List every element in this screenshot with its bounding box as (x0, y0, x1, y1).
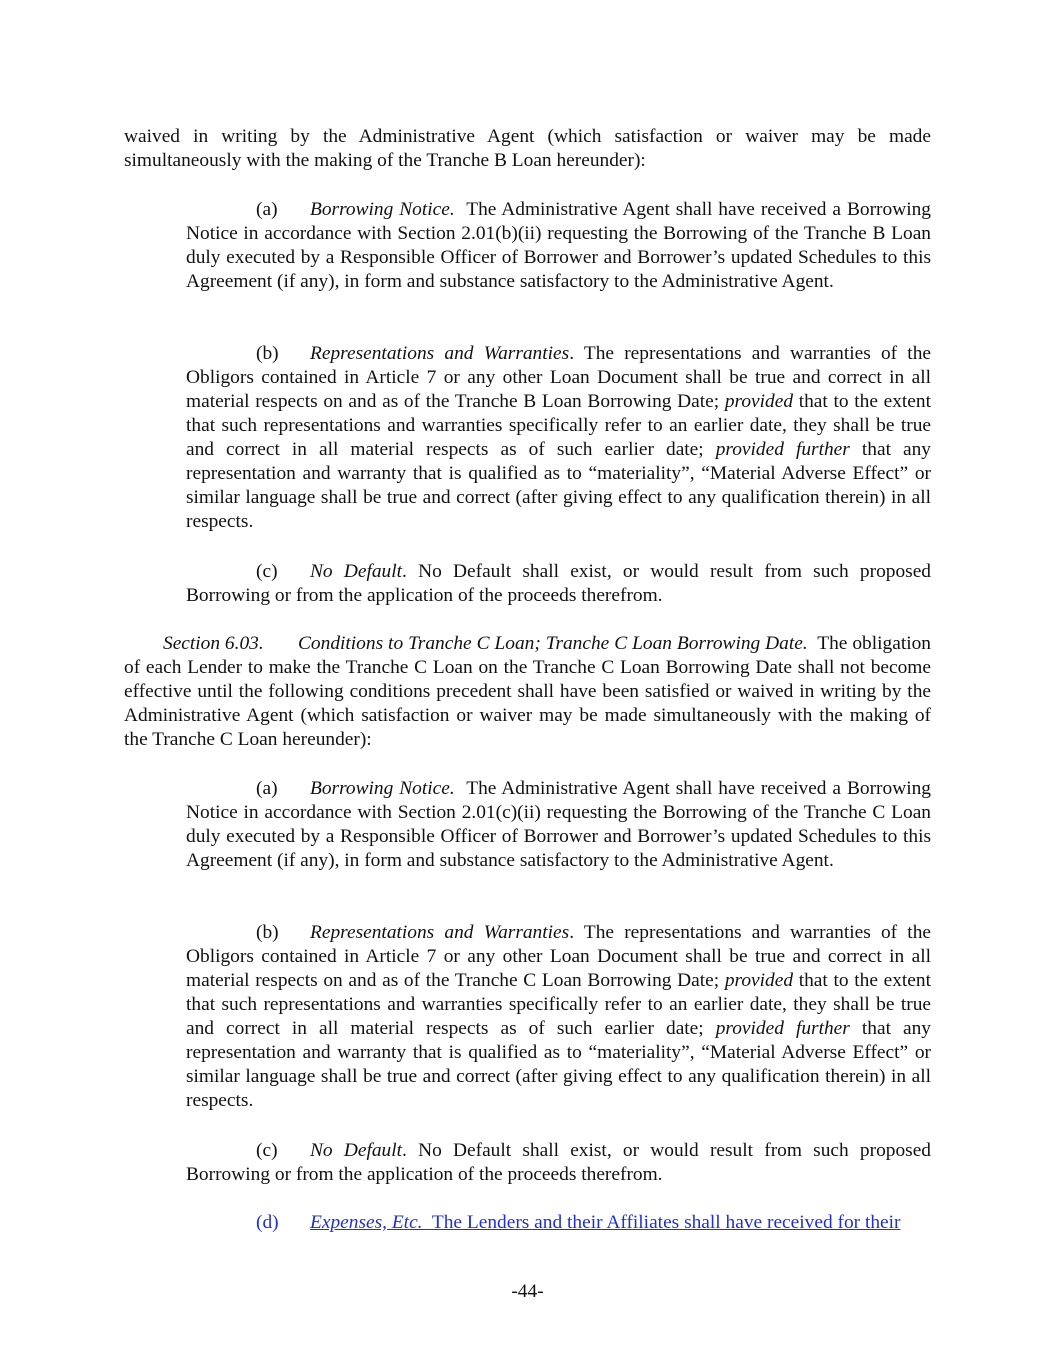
tranche-b-c-text: . No Default shall exist, or would result from such proposed Borrowing or from the application of the proceeds therefrom. (186, 561, 931, 606)
tranche-b-c-label: (c) (256, 561, 278, 582)
tranche-c-b-text-3: that any representation and warranty that is qualified as to “materiality”, “Material Adverse Effect” or similar language shall be true and correct (after giving effect to any qualification therein) in all respects. (186, 1018, 931, 1111)
tranche-c-b-label: (b) (256, 922, 279, 943)
tranche-c-b-provided: provided (724, 970, 794, 991)
page-number: -44- (511, 1281, 544, 1302)
tranche-c-c-label: (c) (256, 1140, 278, 1161)
section-6-03-paragraph (124, 632, 931, 752)
tranche-b-condition-a (186, 198, 931, 294)
tranche-b-b-label: (b) (256, 343, 279, 364)
intro-text: waived in writing by the Administrative Agent (which satisfaction or waiver may be made simultaneously with the making of the Tranche B Loan hereunder): (124, 126, 931, 171)
tranche-b-b-text-2: that to the extent that such representations and warranties specifically refer to an earlier date, they shall be true and correct in all material respects as of such earlier date; (186, 391, 931, 460)
tranche-c-d-label: (d) (256, 1212, 279, 1233)
tranche-c-condition-d-inserted (186, 1211, 931, 1235)
tranche-b-a-title: Borrowing Notice. (310, 199, 455, 220)
tranche-c-b-text-1: . The representations and warranties of the Obligors contained in Article 7 or any other Loan Document shall be true and correct in all material respects on and as of the Tranche C Loan Borrowing Date; (186, 922, 931, 991)
section-6-03-heading: Conditions to Tranche C Loan; Tranche C Loan Borrowing Date. (298, 633, 808, 654)
tranche-c-b-provided-further: provided further (715, 1018, 850, 1039)
tranche-b-b-provided: provided (724, 391, 794, 412)
intro-paragraph (124, 125, 931, 173)
tranche-b-condition-c (186, 560, 931, 608)
tranche-b-condition-b (186, 342, 931, 534)
tranche-b-b-text-1: . The representations and warranties of the Obligors contained in Article 7 or any other Loan Document shall be true and correct in all material respects on and as of the Tranche B Loan Borrowing Date; (186, 343, 931, 412)
tranche-c-a-label: (a) (256, 778, 278, 799)
tranche-b-b-title: Representations and Warranties (310, 343, 570, 364)
tranche-c-c-title: No Default (310, 1140, 403, 1161)
section-6-03-number: Section 6.03. (163, 633, 264, 654)
tranche-b-a-label: (a) (256, 199, 278, 220)
tranche-c-d-title: Expenses, Etc. (310, 1212, 423, 1233)
tranche-b-b-text-3: that any representation and warranty that is qualified as to “materiality”, “Material Adverse Effect” or similar language shall be true and correct (after giving effect to any qualification therein) in all respects. (186, 439, 931, 532)
tranche-c-a-text: The Administrative Agent shall have received a Borrowing Notice in accordance with Section 2.01(c)(ii) requesting the Borrowing of the Tranche C Loan duly executed by a Responsible Officer of Borrower and Borrower’s updated Schedules to this Agreement (if any), in form and substance satisfactory to the Administrative Agent. (186, 778, 931, 871)
tranche-b-b-provided-further: provided further (715, 439, 850, 460)
tranche-b-c-title: No Default (310, 561, 403, 582)
tranche-b-a-text: The Administrative Agent shall have received a Borrowing Notice in accordance with Section 2.01(b)(ii) requesting the Borrowing of the Tranche B Loan duly executed by a Responsible Officer of Borrower and Borrower’s updated Schedules to this Agreement (if any), in form and substance satisfactory to the Administrative Agent. (186, 199, 931, 292)
tranche-c-condition-a (186, 777, 931, 873)
tranche-c-a-title: Borrowing Notice. (310, 778, 455, 799)
tranche-c-b-text-2: that to the extent that such representations and warranties specifically refer to an earlier date, they shall be true and correct in all material respects as of such earlier date; (186, 970, 931, 1039)
tranche-c-c-text: . No Default shall exist, or would result from such proposed Borrowing or from the application of the proceeds therefrom. (186, 1140, 931, 1185)
tranche-c-d-text: The Lenders and their Affiliates shall have received for their (431, 1212, 901, 1233)
tranche-c-b-title: Representations and Warranties (310, 922, 570, 943)
section-6-03-text: The obligation of each Lender to make the Tranche C Loan on the Tranche C Loan Borrowing Date shall not become effective until the following conditions precedent shall have been satisfied or waived in writing by the Administrative Agent (which satisfaction or waiver may be made simultaneously with the making of the Tranche C Loan hereunder): (124, 633, 931, 750)
tranche-c-condition-b (186, 921, 931, 1113)
tranche-c-condition-c (186, 1139, 931, 1187)
